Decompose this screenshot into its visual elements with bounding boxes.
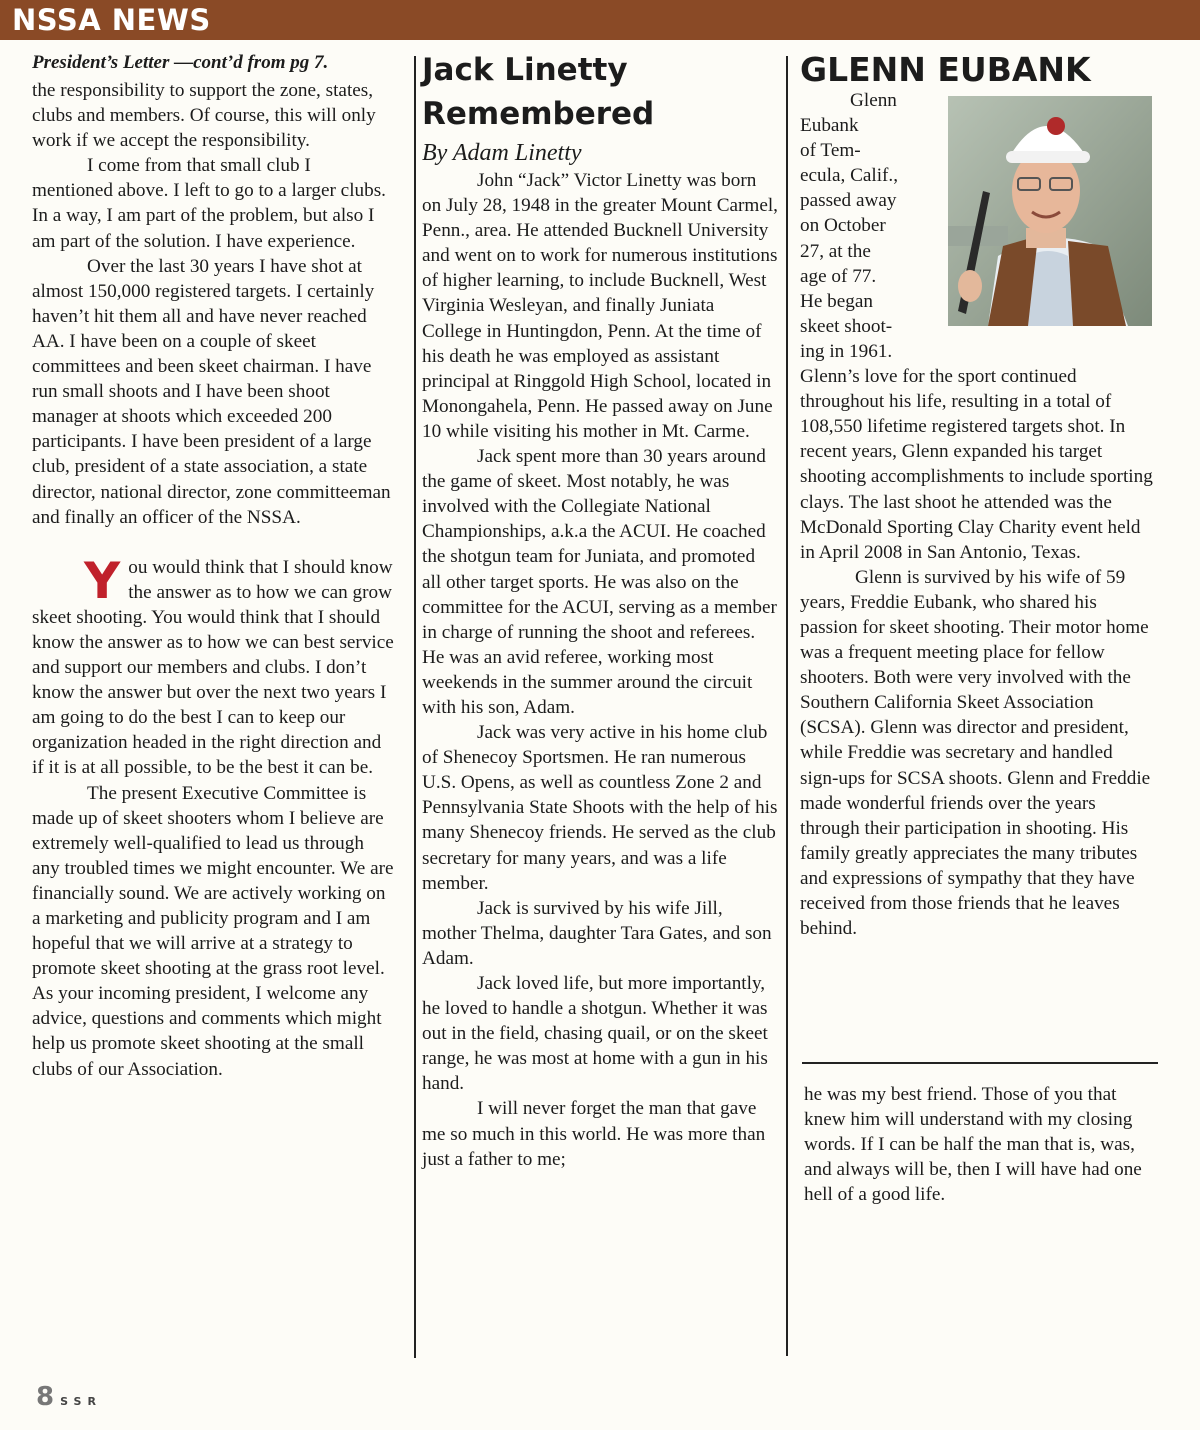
column-divider bbox=[414, 56, 416, 1358]
dropcap-letter: Y bbox=[84, 551, 121, 610]
text-line: passed away bbox=[800, 190, 897, 212]
jack-linetty-article bbox=[422, 48, 778, 1172]
column-divider bbox=[786, 56, 788, 1356]
text-line: on October bbox=[800, 215, 886, 237]
text-line: ecula, Calif., bbox=[800, 165, 899, 187]
article-headline: GLENN EUBANK bbox=[800, 50, 1091, 89]
headline-line-2: Remembered bbox=[422, 96, 655, 132]
paragraph: Jack spent more than 30 years around the game of skeet. Most notably, he was involved with the Collegiate National Championships, a.k.a the ACUI. He coached the shotgun team for Juniata, and promoted all other target sports. He was also on the committee for the ACUI, serving as a member in charge of running the shoot and referees. He was an avid referee, working most weekends in the summer around the circuit with his son, Adam. bbox=[422, 446, 777, 718]
section-title: NSSA NEWS bbox=[12, 3, 211, 37]
paragraph: Over the last 30 years I have shot at almost 150,000 registered targets. I certainly haven’t hit them all and have never reached AA. I have been on a couple of skeet committees and been skeet chairman. I have run small shoots and I have been shoot manager at shoots which exceeded 200 participants. I have been president of a large club, president of a state association, a state director, national director, zone committeeman and finally an officer of the NSSA. bbox=[32, 255, 391, 528]
text-line: ing in 1961. bbox=[800, 340, 893, 362]
text-line: Eubank bbox=[800, 115, 859, 137]
magazine-name: SSR bbox=[60, 1395, 102, 1408]
headline-line-1: Jack Linetty bbox=[422, 52, 628, 88]
text-line: Glenn bbox=[850, 90, 897, 111]
page-footer bbox=[36, 1382, 102, 1412]
paragraph: Jack loved life, but more importantly, he loved to handle a shotgun. Whether it was out in the field, chasing quail, or on the skeet range, he was most at home with a gun in his hand. bbox=[422, 973, 768, 1095]
page-number: 8 bbox=[36, 1382, 55, 1412]
text-line: 27, at the bbox=[800, 240, 871, 262]
paragraph: Jack was very active in his home club of Shenecoy Sportsmen. He ran numerous U.S. Opens, as well as countless Zone 2 and Pennsylvania State Shoots with the help of his many Shenecoy friends. He served as the club secretary for many years, and was a life member. bbox=[422, 722, 778, 894]
paragraph: John “Jack” Victor Linetty was born on July 28, 1948 in the greater Mount Carmel, Penn., area. He attended Bucknell University and went on to work for numerous institutions of higher learning, to include Bucknell, West Virginia Wesleyan, and finally Juniata College in Huntingdon, Penn. At the time of his death he was employed as assistant principal at Ringgold High School, located in Monongahela, Penn. He passed away on June 10 while visiting his mother in Mt. Carme. bbox=[422, 170, 778, 442]
text-line: of Tem- bbox=[800, 140, 861, 162]
paragraph: Glenn’s love for the sport continued throughout his life, resulting in a total of 108,550 lifetime registered targets shot. In recent years, Glenn expanded his target shooting accomplishments to include sporting clays. The last shoot he attended was the McDonald Sporting Clay Charity event held in April 2008 in San Antonio, Texas. bbox=[800, 366, 1153, 563]
section-header-bar bbox=[0, 0, 1200, 40]
dropcap-paragraph bbox=[32, 551, 394, 781]
paragraph: I come from that small club I mentioned above. I left to go to a larger clubs. In a way, I am part of the problem, but also I am part of the solution. I have experience. bbox=[32, 155, 386, 252]
glenn-eubank-photo bbox=[948, 96, 1152, 326]
continuation-paragraph: he was my best friend. Those of you that knew him will understand with my closing words. If I can be half the man that is, was, and always will be, then I will have had one hell of a good life. bbox=[804, 1084, 1142, 1206]
presidents-letter-column bbox=[32, 48, 394, 1082]
paragraph: I will never forget the man that gave me so much in this world. He was more than just a father to me; bbox=[422, 1098, 766, 1170]
text-line: skeet shoot- bbox=[800, 315, 893, 337]
paragraph: the responsibility to support the zone, states, clubs and members. Of course, this will only work if we accept the responsibility. bbox=[32, 80, 376, 152]
byline: By Adam Linetty bbox=[422, 140, 582, 166]
text-line: age of 77. bbox=[800, 265, 877, 287]
paragraph: Glenn is survived by his wife of 59 years, Freddie Eubank, who shared his passion for skeet shooting. Their motor home was a frequent meeting place for fellow shooters. Both were very involved with the Southern California Skeet Association (SCSA). Glenn was director and president, while Freddie was secretary and handled sign-ups for SCSA shoots. Glenn and Freddie made wonderful friends over the years through their participation in shooting. His family greatly appreciates the many tributes and expressions of sympathy that they have received from those friends that he leaves behind. bbox=[800, 566, 1151, 940]
text-line: He began bbox=[800, 290, 873, 312]
paragraph: The present Executive Committee is made up of skeet shooters whom I believe are extremely well-qualified to lead us through any troubled times we might encounter. We are financially sound. We are actively working on a marketing and publicity program and I am hopeful that we will arrive at a strategy to promote skeet shooting at the grass root level. As your incoming president, I welcome any advice, questions and comments which might help us promote skeet shooting at the small clubs of our Association. bbox=[32, 782, 394, 1080]
dropcap-paragraph-text: ou would think that I should know the answer as to how we can grow skeet shooting. You would think that I should know the answer as to how we can best service and support our members and clubs. I don’t know the answer but over the next two years I am going to do the best I can to keep our organization headed in the right direction and if it is at all possible, to be the best it can be. bbox=[32, 556, 394, 779]
article-divider bbox=[802, 1062, 1158, 1064]
continued-label: President’s Letter —cont’d from pg 7. bbox=[32, 52, 329, 73]
paragraph: Jack is survived by his wife Jill, mother Thelma, daughter Tara Gates, and son Adam. bbox=[422, 897, 772, 969]
article-headline bbox=[422, 48, 778, 136]
